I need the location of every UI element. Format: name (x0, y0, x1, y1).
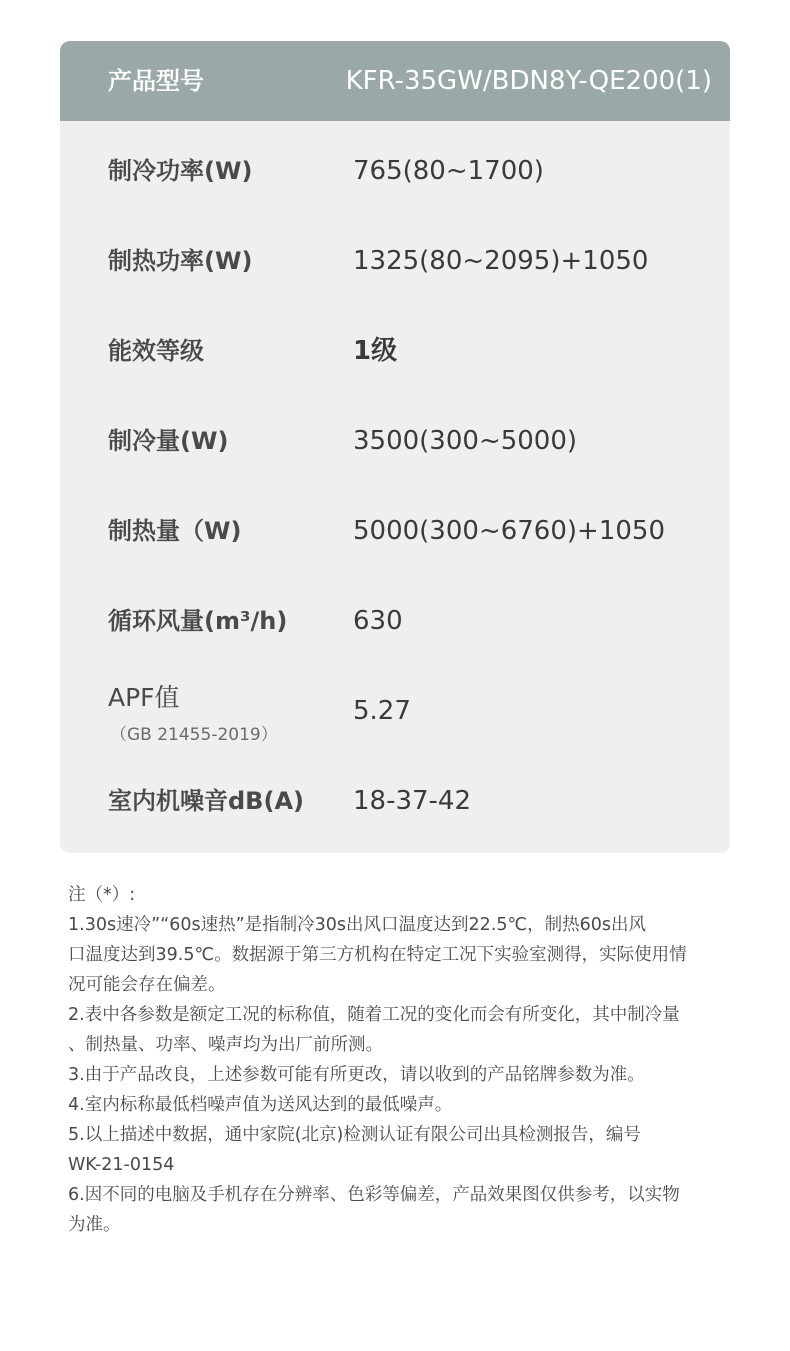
notes-title: 注（*）: (68, 885, 136, 905)
note-line: WK-21-0154 (68, 1155, 175, 1175)
row-value: 765(80~1700) (353, 156, 544, 186)
row-label: 室内机噪音dB(A) (108, 787, 304, 815)
row-value: 3500(300~5000) (353, 426, 578, 456)
row-label: 制热功率(W) (108, 247, 253, 275)
table-header (60, 41, 730, 121)
row-label: 制冷功率(W) (108, 157, 253, 185)
table-row (60, 576, 730, 666)
note-line: 5.以上描述中数据，通中家院(北京)检测认证有限公司出具检测报告，编号 (68, 1125, 641, 1145)
table-row (60, 396, 730, 486)
row-label: 制热量（W) (108, 517, 242, 545)
spec-table (60, 41, 730, 853)
row-value: 630 (353, 606, 403, 636)
row-sublabel: （GB 21455-2019） (110, 725, 278, 745)
model-label: 产品型号 (108, 67, 204, 95)
table-row (60, 306, 730, 396)
row-value: 5.27 (353, 696, 411, 726)
row-label: APF值 (108, 683, 180, 712)
note-line: 4.室内标称最低档噪声值为送风达到的最低噪声。 (68, 1095, 453, 1115)
table-row (60, 486, 730, 576)
note-line: 况可能会存在偏差。 (68, 975, 226, 995)
row-label: 制冷量(W) (108, 427, 229, 455)
table-row (60, 216, 730, 306)
row-value: 5000(300~6760)+1050 (353, 516, 665, 546)
table-row (60, 756, 730, 846)
notes-section (68, 880, 733, 1240)
note-line: 3.由于产品改良，上述参数可能有所更改，请以收到的产品铭牌参数为准。 (68, 1065, 645, 1085)
table-row (60, 666, 730, 756)
row-value: 18-37-42 (353, 786, 472, 816)
row-label: 能效等级 (108, 337, 204, 365)
row-label-block (108, 678, 278, 745)
note-line: 为准。 (68, 1215, 121, 1235)
model-value: KFR-35GW/BDN8Y-QE200(1) (345, 66, 712, 96)
row-value: 1级 (353, 336, 398, 366)
note-line: 2.表中各参数是额定工况的标称值，随着工况的变化而会有所变化，其中制冷量 (68, 1005, 680, 1025)
note-line: 口温度达到39.5℃。数据源于第三方机构在特定工况下实验室测得，实际使用情 (68, 945, 687, 965)
note-line: 、制热量、功率、噪声均为出厂前所测。 (68, 1035, 383, 1055)
row-label: 循环风量(m³/h) (108, 607, 288, 635)
note-line: 6.因不同的电脑及手机存在分辨率、色彩等偏差，产品效果图仅供参考，以实物 (68, 1185, 680, 1205)
row-value: 1325(80~2095)+1050 (353, 246, 649, 276)
table-row (60, 126, 730, 216)
note-line: 1.30s速冷”“60s速热”是指制冷30s出风口温度达到22.5℃，制热60s出风 (68, 915, 647, 935)
